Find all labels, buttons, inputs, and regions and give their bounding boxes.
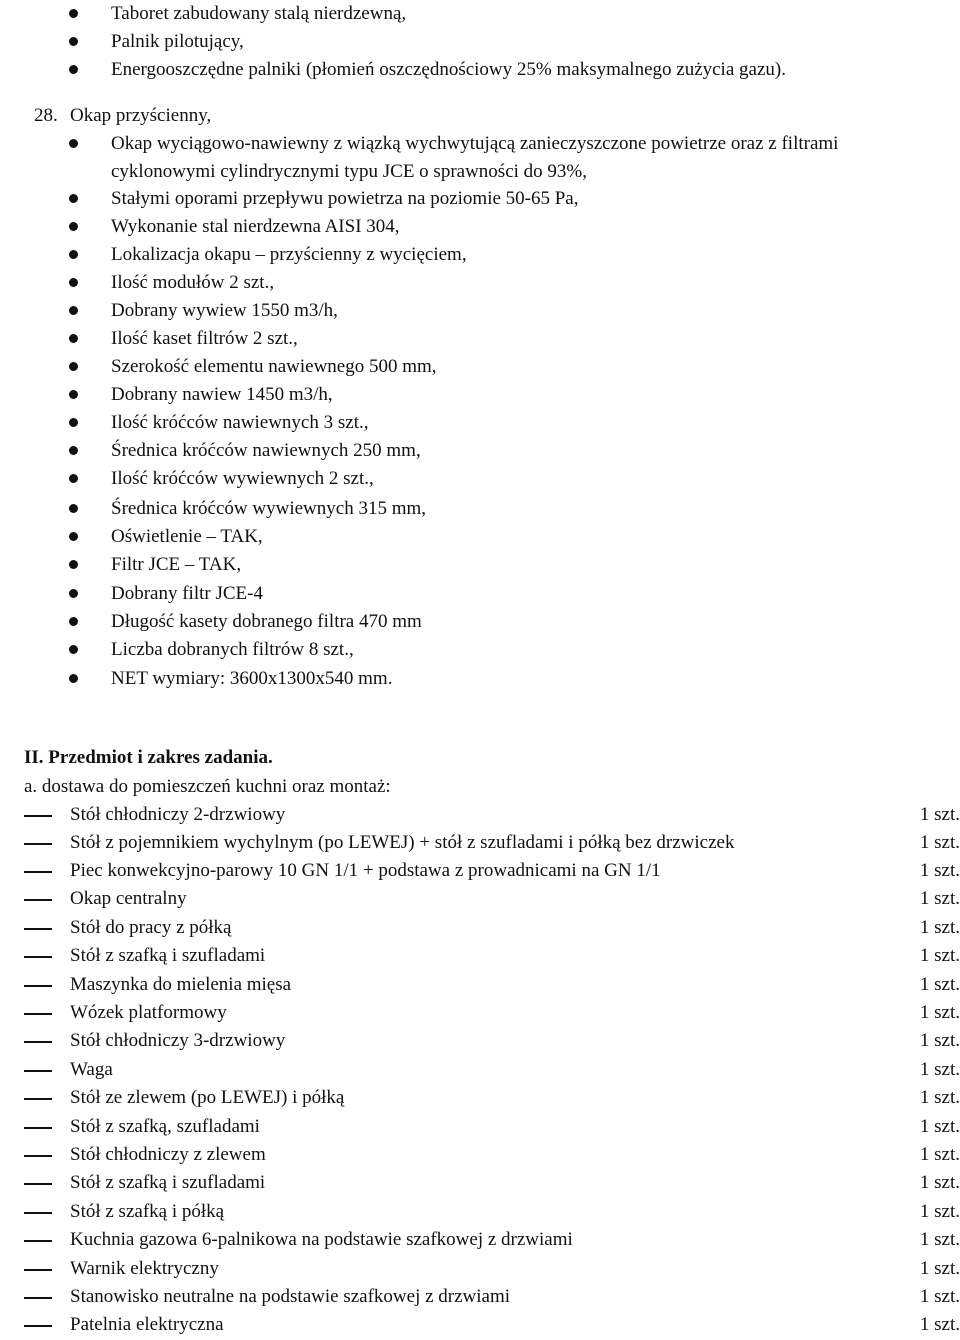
list-item-text: Ilość kaset filtrów 2 szt., (111, 328, 298, 349)
equipment-row (0, 1056, 960, 1084)
list-item-text: Taboret zabudowany stalą nierdzewną, (111, 3, 407, 24)
list-item (0, 437, 960, 465)
equipment-row (0, 1027, 960, 1055)
equipment-quantity: 1 szt. (919, 1314, 960, 1335)
bullet-dot (69, 617, 78, 626)
section-title: II. Przedmiot i zakres zadania. (24, 747, 273, 768)
list-item (0, 28, 960, 56)
bullet-dot (69, 250, 78, 259)
equipment-quantity: 1 szt. (919, 974, 960, 995)
list-item-text: Filtr JCE – TAK, (111, 554, 242, 575)
list-item (0, 56, 960, 84)
list-item (0, 636, 960, 664)
list-item (0, 409, 960, 437)
list-item-text: Energooszczędne palniki (płomień oszczędnościowy 25% maksymalnego zużycia gazu). (111, 59, 786, 80)
dash-bullet (24, 1155, 52, 1157)
bullet-dot (69, 446, 78, 455)
section-heading (0, 744, 960, 772)
equipment-name: Stół z szafką i półką (70, 1201, 225, 1222)
list-item-text: Palnik pilotujący, (111, 31, 244, 52)
equipment-quantity: 1 szt. (919, 1059, 960, 1080)
dash-bullet (24, 1212, 52, 1214)
list-item (0, 551, 960, 579)
bullet-dot (69, 65, 78, 74)
list-item-text: Okap wyciągowo-nawiewny z wiązką wychwytującą zanieczyszczone powietrze oraz z filtrami cyklonowymi cylindrycznymi typu JCE o sprawności do 93%, (111, 133, 839, 182)
equipment-quantity: 1 szt. (919, 1229, 960, 1250)
bullet-dot (69, 532, 78, 541)
dash-bullet (24, 1297, 52, 1299)
list-item-text: Dobrany filtr JCE-4 (111, 583, 263, 604)
equipment-name: Maszynka do mielenia mięsa (70, 974, 292, 995)
list-item (0, 325, 960, 353)
bullet-dot (69, 560, 78, 569)
equipment-quantity: 1 szt. (919, 860, 960, 881)
equipment-name: Waga (70, 1059, 113, 1080)
equipment-quantity: 1 szt. (919, 1201, 960, 1222)
equipment-row (0, 885, 960, 913)
equipment-name: Patelnia elektryczna (70, 1314, 224, 1335)
equipment-name: Stanowisko neutralne na podstawie szafkowej z drzwiami (70, 1286, 511, 1307)
equipment-quantity: 1 szt. (919, 1172, 960, 1193)
list-item (0, 665, 960, 693)
list-item (0, 465, 960, 493)
dash-bullet (24, 1325, 52, 1327)
list-item (0, 353, 960, 381)
equipment-row (0, 914, 960, 942)
equipment-quantity: 1 szt. (919, 1144, 960, 1165)
bullet-dot (69, 390, 78, 399)
bullet-dot (69, 418, 78, 427)
list-item (0, 185, 960, 213)
list-item (0, 213, 960, 241)
equipment-quantity: 1 szt. (919, 1002, 960, 1023)
equipment-name: Stół chłodniczy 3-drzwiowy (70, 1030, 286, 1051)
equipment-row (0, 942, 960, 970)
equipment-row (0, 857, 960, 885)
list-item (0, 241, 960, 269)
dash-bullet (24, 1098, 52, 1100)
equipment-quantity: 1 szt. (919, 917, 960, 938)
dash-bullet (24, 1070, 52, 1072)
equipment-row (0, 1113, 960, 1141)
item-heading (0, 102, 960, 130)
list-item-text: NET wymiary: 3600x1300x540 mm. (111, 668, 393, 689)
bullet-dot (69, 645, 78, 654)
equipment-name: Stół chłodniczy z zlewem (70, 1144, 266, 1165)
equipment-name: Stół z szafką, szufladami (70, 1116, 260, 1137)
bullet-dot (69, 589, 78, 598)
bullet-dot (69, 139, 78, 148)
list-item (0, 523, 960, 551)
bullet-dot (69, 222, 78, 231)
equipment-row (0, 999, 960, 1027)
equipment-row (0, 801, 960, 829)
dash-bullet (24, 843, 52, 845)
list-item-text: Ilość króćców nawiewnych 3 szt., (111, 412, 369, 433)
list-item-text: Liczba dobranych filtrów 8 szt., (111, 639, 354, 660)
equipment-quantity: 1 szt. (919, 945, 960, 966)
list-item-text: Długość kasety dobranego filtra 470 mm (111, 611, 422, 632)
dash-bullet (24, 1183, 52, 1185)
equipment-row (0, 1169, 960, 1197)
bullet-dot (69, 9, 78, 18)
dash-bullet (24, 815, 52, 817)
bullet-dot (69, 306, 78, 315)
equipment-quantity: 1 szt. (919, 1286, 960, 1307)
bullet-dot (69, 37, 78, 46)
equipment-name: Wózek platformowy (70, 1002, 227, 1023)
item-title: Okap przyścienny, (70, 105, 212, 126)
list-item (0, 269, 960, 297)
equipment-name: Okap centralny (70, 888, 187, 909)
equipment-name: Stół chłodniczy 2-drzwiowy (70, 804, 286, 825)
bullet-dot (69, 504, 78, 513)
equipment-name: Piec konwekcyjno-parowy 10 GN 1/1 + podstawa z prowadnicami na GN 1/1 (70, 860, 661, 881)
dash-bullet (24, 985, 52, 987)
equipment-row (0, 1255, 960, 1283)
bullet-dot (69, 278, 78, 287)
equipment-row (0, 1283, 960, 1311)
subsection-text: a. dostawa do pomieszczeń kuchni oraz montaż: (24, 776, 391, 797)
bullet-dot (69, 362, 78, 371)
bullet-dot (69, 674, 78, 683)
equipment-row (0, 829, 960, 857)
list-item (0, 495, 960, 523)
dash-bullet (24, 1269, 52, 1271)
equipment-quantity: 1 szt. (919, 888, 960, 909)
equipment-name: Stół z szafką i szufladami (70, 945, 266, 966)
equipment-row (0, 971, 960, 999)
equipment-name: Stół do pracy z półką (70, 917, 232, 938)
equipment-name: Stół ze zlewem (po LEWEJ) i półką (70, 1087, 345, 1108)
list-item-text: Dobrany wywiew 1550 m3/h, (111, 300, 338, 321)
list-item-text: Ilość modułów 2 szt., (111, 272, 275, 293)
dash-bullet (24, 1127, 52, 1129)
bullet-dot (69, 334, 78, 343)
list-item (0, 608, 960, 636)
bullet-dot (69, 194, 78, 203)
equipment-quantity: 1 szt. (919, 1030, 960, 1051)
dash-bullet (24, 928, 52, 930)
list-item (0, 381, 960, 409)
list-item-text: Dobrany nawiew 1450 m3/h, (111, 384, 333, 405)
list-item-text: Oświetlenie – TAK, (111, 526, 263, 547)
list-item-text: Ilość króćców wywiewnych 2 szt., (111, 468, 374, 489)
dash-bullet (24, 899, 52, 901)
equipment-row (0, 1141, 960, 1169)
equipment-name: Warnik elektryczny (70, 1258, 219, 1279)
list-item (0, 297, 960, 325)
equipment-quantity: 1 szt. (919, 1087, 960, 1108)
dash-bullet (24, 1041, 52, 1043)
dash-bullet (24, 1013, 52, 1015)
dash-bullet (24, 1240, 52, 1242)
subsection-label (0, 773, 960, 801)
list-item-text: Średnica króćców wywiewnych 315 mm, (111, 498, 427, 519)
list-item-text: Lokalizacja okapu – przyścienny z wycięciem, (111, 244, 467, 265)
equipment-quantity: 1 szt. (919, 804, 960, 825)
dash-bullet (24, 956, 52, 958)
equipment-row (0, 1311, 960, 1339)
item-number: 28. (34, 105, 58, 126)
list-item (0, 0, 960, 28)
equipment-name: Kuchnia gazowa 6-palnikowa na podstawie szafkowej z drzwiami (70, 1229, 573, 1250)
equipment-quantity: 1 szt. (919, 832, 960, 853)
equipment-quantity: 1 szt. (919, 1258, 960, 1279)
list-item (0, 130, 960, 186)
list-item-text: Stałymi oporami przepływu powietrza na poziomie 50-65 Pa, (111, 188, 579, 209)
equipment-name: Stół z pojemnikiem wychylnym (po LEWEJ) + stół z szufladami i półką bez drzwiczek (70, 832, 735, 853)
bullet-dot (69, 474, 78, 483)
equipment-quantity: 1 szt. (919, 1116, 960, 1137)
list-item-text: Średnica króćców nawiewnych 250 mm, (111, 440, 421, 461)
dash-bullet (24, 871, 52, 873)
equipment-row (0, 1226, 960, 1254)
equipment-row (0, 1198, 960, 1226)
list-item (0, 580, 960, 608)
equipment-row (0, 1084, 960, 1112)
list-item-text: Wykonanie stal nierdzewna AISI 304, (111, 216, 400, 237)
list-item-text: Szerokość elementu nawiewnego 500 mm, (111, 356, 437, 377)
equipment-name: Stół z szafką i szufladami (70, 1172, 266, 1193)
